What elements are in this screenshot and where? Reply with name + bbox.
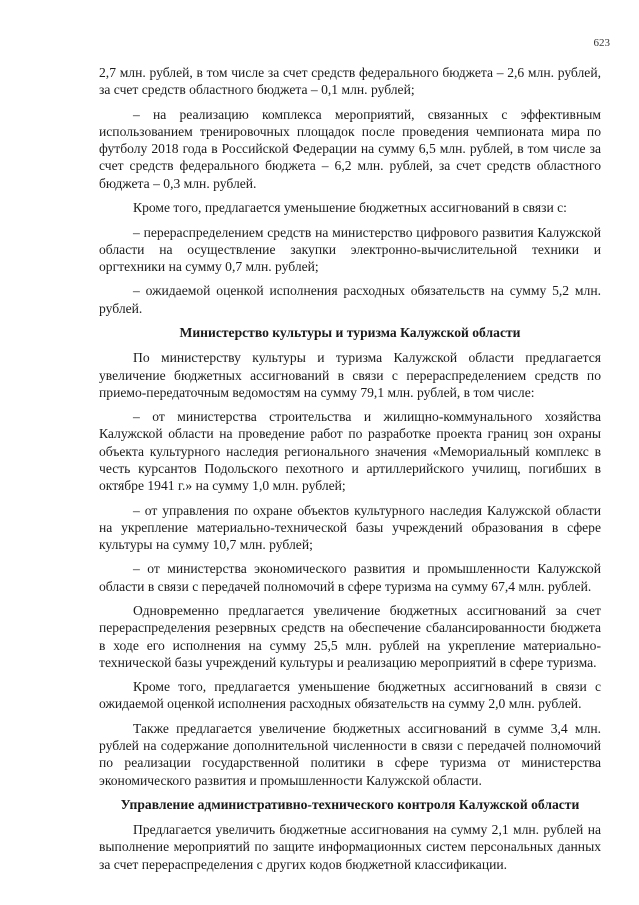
paragraph-additional-staff: Также предлагается увеличение бюджетных ассигнований в сумме 3,4 млн. рублей на содержание дополнительной численности в связи с передачей полномочий по реализации государственной политики в сфере туризма от министерства экономического развития и промышленности Калужской области. [99,720,601,788]
paragraph-sport-federal-budget: 2,7 млн. рублей, в том числе за счет средств федерального бюджета – 2,6 млн. рублей, за счет средств областного бюджета – 0,1 млн. рублей; [99,65,601,98]
heading-administrative-control: Управление административно-технического контроля Калужской области [120,797,580,813]
paragraph-economic-development: – от министерства экономического развития и промышленности Калужской области в связи с передачей полномочий в сфере туризма на сумму 67,4 млн. рублей. [99,561,601,594]
heading-ministry-culture-tourism: Министерство культуры и туризма Калужской области [179,325,521,341]
document-body [99,64,601,880]
paragraph-digital-development: – перераспределением средств на министерство цифрового развития Калужской области на осуществление закупки электронно-вычислительной техники и оргтехники на сумму 0,7 млн. рублей; [99,224,601,274]
paragraph-heritage-protection: – от управления по охране объектов культурного наследия Калужской области на укрепление материально-технической базы учреждений образования в сфере культуры на сумму 10,7 млн. рублей; [99,502,601,552]
page-number: 623 [593,37,610,49]
paragraph-data-protection: Предлагается увеличить бюджетные ассигнования на сумму 2,1 млн. рублей на выполнение мероприятий по защите информационных систем персональных данных за счет перераспределения с других кодов бюджетной классификации. [99,822,601,872]
paragraph-reserve-funds: Одновременно предлагается увеличение бюджетных ассигнований за счет перераспределения резервных средств на обеспечение сбалансированности бюджета в ходе его исполнения на сумму 25,5 млн. рублей на укрепление материально-технической базы учреждений культуры и реализацию мероприятий в сфере туризма. [99,603,601,670]
paragraph-culture-increase: По министерству культуры и туризма Калужской области предлагается увеличение бюджетных ассигнований в связи с перераспределением средств по приемо-передаточным ведомостям на сумму 79,1 млн. рублей, в том числе: [99,350,601,400]
paragraph-culture-reduction: Кроме того, предлагается уменьшение бюджетных ассигнований в связи с ожидаемой оценкой исполнения расходных обязательств на сумму 2,0 млн. рублей. [99,679,601,712]
paragraph-construction-ministry: – от министерства строительства и жилищно-коммунального хозяйства Калужской области на проведение работ по разработке проекта границ зон охраны объекта культурного наследия регионального значения «Мемориальный комплекс в честь курсантов Подольского пехотного и артиллерийского училищ, погибших в октябре 1941 г.» на сумму 1,0 млн. рублей; [99,409,601,494]
paragraph-reduction-intro: Кроме того, предлагается уменьшение бюджетных ассигнований в связи с: [133,200,567,216]
paragraph-expected-execution: – ожидаемой оценкой исполнения расходных обязательств на сумму 5,2 млн. рублей. [99,283,601,316]
paragraph-training-grounds: – на реализацию комплекса мероприятий, связанных с эффективным использованием тренировочных площадок после проведения чемпионата мира по футболу 2018 года в Российской Федерации на сумму 6,5 млн. рублей, в том числе за счет средств федерального бюджета – 6,2 млн. рублей, за счет средств областного бюджета – 0,3 млн. рублей. [99,106,601,191]
